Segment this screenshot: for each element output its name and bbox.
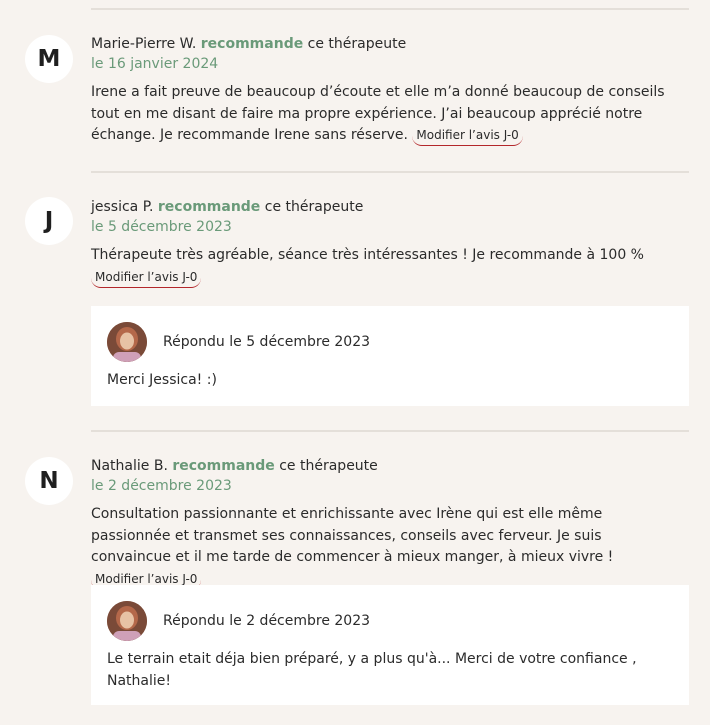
reply-header: Répondu le 2 décembre 2023 [163,613,371,629]
review-header [91,197,363,217]
therapist-photo-icon [107,322,147,362]
review-text: Consultation passionnante et enrichissante avec Irène qui est elle même passionnée et transmet ses connaissances, conseils avec ferveur. Je suis convaincue et il me tarde de commencer à mieux manger, à mieux vivre ! [91,506,614,565]
therapist-avatar [107,322,147,362]
reply-card [91,585,689,705]
recommend-label: recommande [172,458,275,474]
recommend-label: recommande [157,199,261,215]
reply-text: Merci Jessica! :) [107,372,217,388]
therapist-avatar [107,601,147,641]
divider [91,430,689,432]
review-header [91,34,406,54]
review-date: le 2 décembre 2023 [91,478,232,494]
review-subject: ce thérapeute [307,36,407,52]
review-text: Thérapeute très agréable, séance très intéressantes ! Je recommande à 100 % [91,247,644,263]
modify-review-button[interactable]: Modifier l’avis J-0 [91,570,201,590]
recommend-label: recommande [200,36,304,52]
review-date: le 5 décembre 2023 [91,219,232,235]
reviewer-name: Nathalie B. [91,458,168,474]
divider [91,8,689,10]
reply-header: Répondu le 5 décembre 2023 [163,334,371,350]
review-subject: ce thérapeute [264,199,364,215]
review-text-block [91,245,666,288]
review-text-block [91,82,681,147]
reviewer-avatar: J [25,197,73,245]
reviewer-avatar: N [25,457,73,505]
reply-text: Le terrain etait déja bien préparé, y a plus qu'à... Merci de votre confiance , Nathalie! [107,651,637,689]
reviewer-name: Marie-Pierre W. [91,36,197,52]
modify-review-button[interactable]: Modifier l’avis J-0 [91,268,201,288]
reply-card [91,306,689,406]
modify-review-button[interactable]: Modifier l’avis J-0 [412,126,522,146]
review-text: Irene a fait preuve de beaucoup d’écoute et elle m’a donné beaucoup de conseils tout en me disant de faire ma propre expérience. J’ai beaucoup apprécié notre échange. Je recommande Irene sans réserve. [91,84,665,143]
reviewer-avatar: M [25,35,73,83]
reviewer-name: jessica P. [91,199,154,215]
therapist-photo-icon [107,601,147,641]
review-header [91,456,378,476]
review-text-block [91,504,681,590]
review-date: le 16 janvier 2024 [91,56,219,72]
review-subject: ce thérapeute [279,458,378,474]
divider [91,171,689,173]
